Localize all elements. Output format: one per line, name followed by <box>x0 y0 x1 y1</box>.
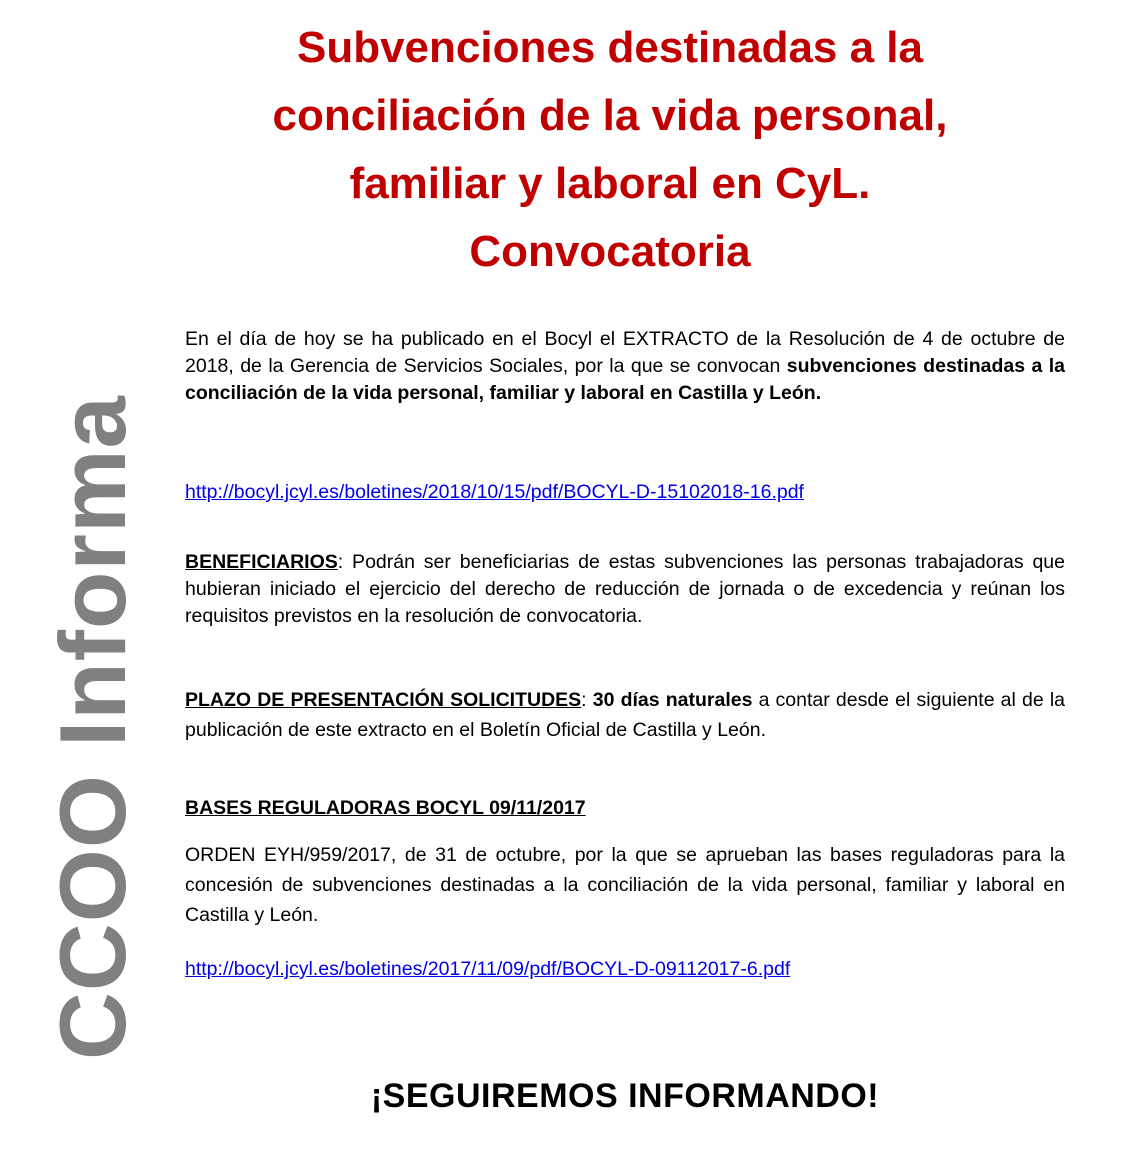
title-line: familiar y laboral en CyL. <box>349 159 871 208</box>
footer-message: ¡SEGUIREMOS INFORMANDO! <box>370 1077 880 1115</box>
plazo-text: a contar desde el siguiente al de la publicación de este extracto en el Boletín Oficial de Castilla y León. <box>185 689 1066 741</box>
title-line: conciliación de la vida personal, <box>272 91 948 140</box>
intro-bold-text: subvenciones destinadas a la conciliación de la vida personal, familiar y laboral en Castilla y León. <box>185 355 1066 404</box>
intro-text: En el día de hoy se ha publicado en el Bocyl el EXTRACTO de la Resolución de 4 de octubre de 2018, de la Gerencia de Servicios Sociales, por la que se convocan <box>185 328 1065 377</box>
bases-heading: BASES REGULADORAS BOCYL 09/11/2017 <box>185 797 586 819</box>
intro-paragraph <box>185 326 1065 407</box>
beneficiarios-heading: BENEFICIARIOS <box>185 551 338 573</box>
bocyl-2017-link[interactable]: http://bocyl.jcyl.es/boletines/2017/11/09/pdf/BOCYL-D-09112017-6.pdf <box>185 958 791 980</box>
plazo-heading: PLAZO DE PRESENTACIÓN SOLICITUDES <box>185 689 582 711</box>
plazo-bold-text: 30 días naturales <box>592 689 753 711</box>
beneficiarios-section <box>185 549 1065 630</box>
link-block-2 <box>185 956 1065 983</box>
bases-heading-block <box>185 795 1065 822</box>
title-line: Convocatoria <box>469 227 751 276</box>
link-block-1 <box>185 479 1065 506</box>
title-line: Subvenciones destinadas a la <box>296 23 923 72</box>
plazo-colon: : <box>581 689 587 711</box>
plazo-section <box>185 685 1065 745</box>
document-title <box>160 14 1060 286</box>
bocyl-2018-link[interactable]: http://bocyl.jcyl.es/boletines/2018/10/15/pdf/BOCYL-D-15102018-16.pdf <box>185 481 804 503</box>
bases-paragraph <box>185 840 1065 930</box>
beneficiarios-text: : Podrán ser beneficiarias de estas subvenciones las personas trabajadoras que hubieran iniciado el ejercicio del derecho de reducción de jornada o de excedencia y reúnan los requisitos previstos en la resolución de convocatoria. <box>185 551 1065 627</box>
bases-text: ORDEN EYH/959/2017, de 31 de octubre, por la que se aprueban las bases reguladoras para la concesión de subvenciones destinadas a la conciliación de la vida personal, familiar y laboral en Castilla y León. <box>185 844 1065 926</box>
ccoo-informa-label: CCOO Informa <box>40 395 145 1060</box>
